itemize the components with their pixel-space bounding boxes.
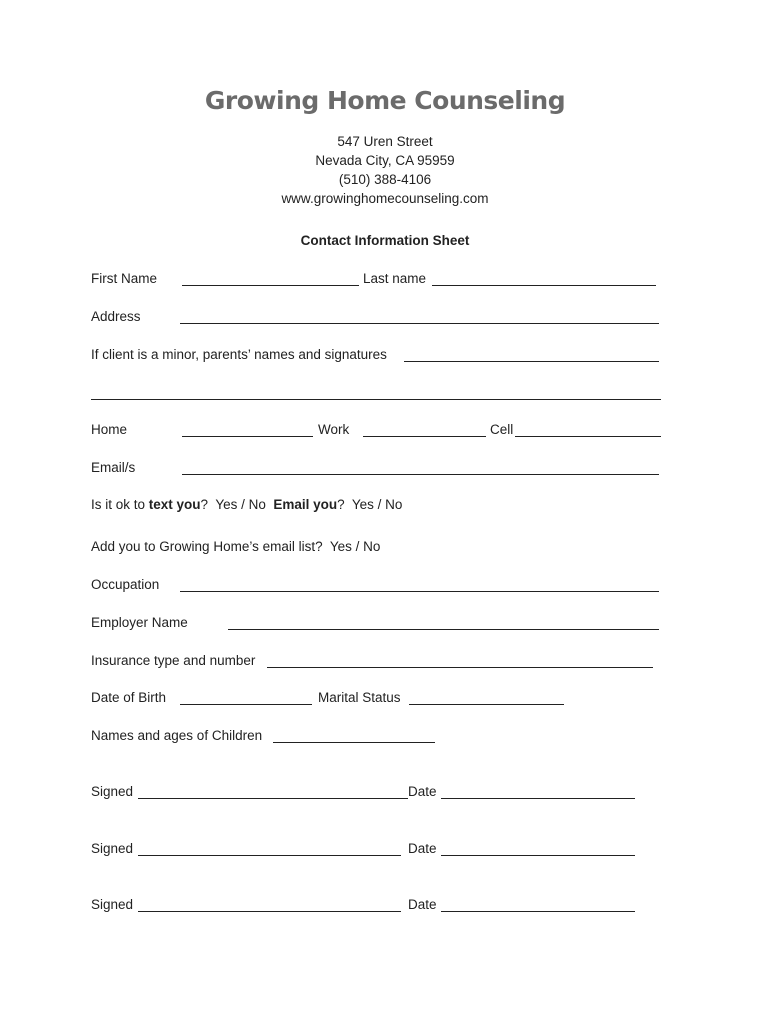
signature-field[interactable]: [138, 855, 401, 856]
city-state-zip: Nevada City, CA 95959: [315, 153, 455, 168]
address-field[interactable]: [180, 323, 659, 324]
minor-parents-field-continued[interactable]: [91, 399, 661, 400]
minor-parents-label: If client is a minor, parents’ names and signatures: [91, 347, 387, 362]
phone-number: (510) 388-4106: [338, 172, 432, 187]
first-name-label: First Name: [91, 271, 158, 286]
insurance-field[interactable]: [267, 667, 653, 668]
signed-label: Signed: [91, 784, 134, 799]
insurance-label: Insurance type and number: [91, 653, 256, 668]
date-label: Date: [408, 897, 437, 912]
date-of-birth-label: Date of Birth: [91, 690, 167, 705]
last-name-field[interactable]: [432, 285, 656, 286]
date-of-birth-field[interactable]: [180, 704, 312, 705]
contact-consent-question: [91, 497, 402, 513]
cell-phone-label: Cell: [490, 422, 514, 437]
first-name-field[interactable]: [182, 285, 359, 286]
form-title: Contact Information Sheet: [300, 233, 470, 248]
signed-label: Signed: [91, 897, 134, 912]
address-label: Address: [91, 309, 141, 324]
employer-name-field[interactable]: [228, 629, 659, 630]
date-label: Date: [408, 841, 437, 856]
occupation-label: Occupation: [91, 577, 160, 592]
work-phone-label: Work: [318, 422, 350, 437]
occupation-field[interactable]: [180, 591, 659, 592]
home-phone-field[interactable]: [182, 436, 313, 437]
email-you-emphasis: Email you: [273, 497, 338, 512]
signature-date-field[interactable]: [441, 798, 635, 799]
cell-phone-field[interactable]: [515, 436, 661, 437]
minor-parents-field[interactable]: [404, 361, 659, 362]
text-question-answer[interactable]: ? Yes / No: [200, 497, 274, 512]
signature-field[interactable]: [138, 798, 408, 799]
children-label: Names and ages of Children: [91, 728, 263, 743]
marital-status-field[interactable]: [409, 704, 564, 705]
signature-date-field[interactable]: [441, 911, 635, 912]
signature-field[interactable]: [138, 911, 401, 912]
website: www.growinghomecounseling.com: [281, 191, 489, 206]
home-phone-label: Home: [91, 422, 128, 437]
text-question-prefix: Is it ok to: [91, 497, 149, 512]
email-list-question[interactable]: Add you to Growing Home’s email list? Yes / No: [91, 539, 381, 554]
employer-name-label: Employer Name: [91, 615, 188, 630]
marital-status-label: Marital Status: [318, 690, 401, 705]
street-address: 547 Uren Street: [337, 134, 433, 149]
email-question-answer[interactable]: ? Yes / No: [337, 497, 403, 512]
children-field[interactable]: [273, 742, 435, 743]
signed-label: Signed: [91, 841, 134, 856]
work-phone-field[interactable]: [363, 436, 486, 437]
text-you-emphasis: text you: [148, 497, 201, 512]
signature-date-field[interactable]: [441, 855, 635, 856]
org-title: Growing Home Counseling: [204, 86, 566, 115]
last-name-label: Last name: [363, 271, 427, 286]
email-field[interactable]: [182, 474, 659, 475]
date-label: Date: [408, 784, 437, 799]
email-label: Email/s: [91, 460, 136, 475]
